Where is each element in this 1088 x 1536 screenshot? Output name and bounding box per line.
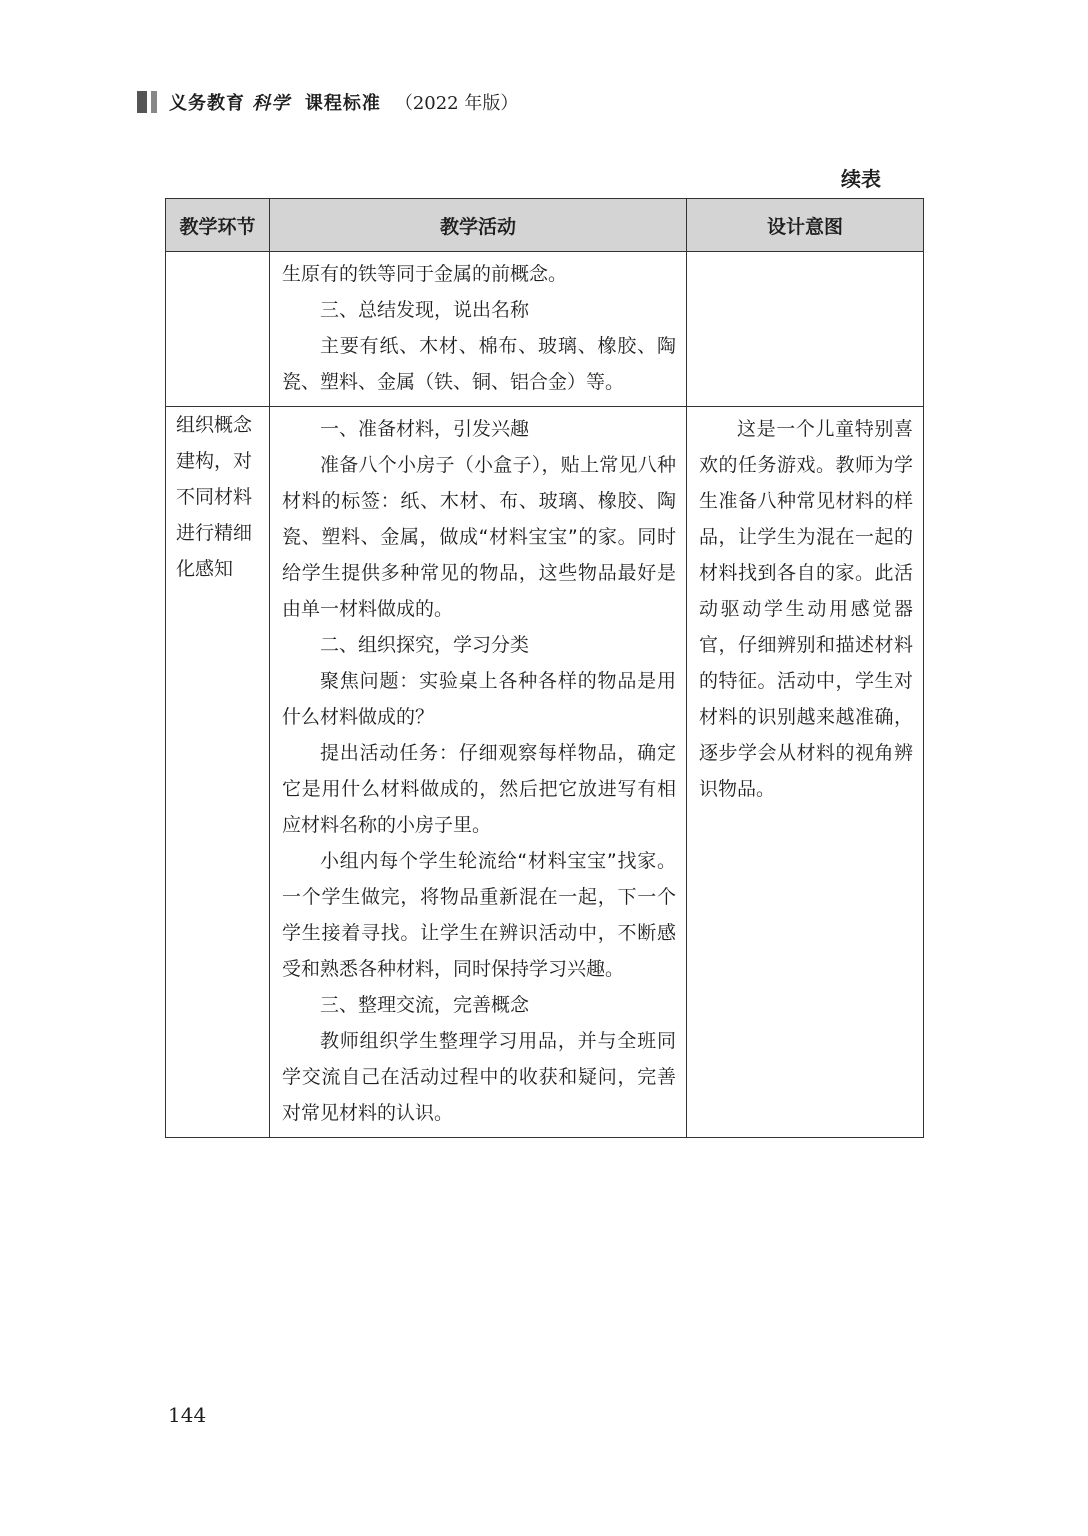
lesson-plan-table (165, 198, 924, 1138)
header-bars-icon (137, 91, 157, 113)
activity-paragraph: 聚焦问题：实验桌上各种各样的物品是用什么材料做成的？ (282, 670, 676, 728)
table-header-row (166, 199, 924, 252)
activity-paragraph: 提出活动任务：仔细观察每样物品，确定它是用什么材料做成的，然后把它放进写有相应材料名称的小房子里。 (282, 742, 676, 836)
activity-paragraph: 教师组织学生整理学习用品，并与全班同学交流自己在活动过程中的收获和疑问，完善对常见材料的认识。 (282, 1030, 676, 1124)
column-header-purpose: 设计意图 (687, 199, 924, 252)
header-edition: （2022 年版） (394, 93, 519, 114)
table-row (166, 407, 924, 1138)
table-row (166, 252, 924, 407)
stage-text: 组织概念建构，对不同材料进行精细化感知 (176, 414, 253, 580)
purpose-cell (687, 252, 924, 407)
activity-heading: 一、准备材料，引发兴趣 (320, 418, 530, 440)
stage-cell (166, 252, 270, 407)
activity-paragraph: 小组内每个学生轮流给“材料宝宝”找家。一个学生做完，将物品重新混在一起，下一个学生接着寻找。让学生在辨识活动中，不断感受和熟悉各种材料，同时保持学习兴趣。 (282, 850, 676, 980)
activity-paragraph: 主要有纸、木材、棉布、玻璃、橡胶、陶瓷、塑料、金属（铁、铜、铝合金）等。 (282, 335, 676, 393)
activity-paragraph: 准备八个小房子（小盒子），贴上常见八种材料的标签：纸、木材、布、玻璃、橡胶、陶瓷、塑料、金属，做成“材料宝宝”的家。同时给学生提供多种常见的物品，这些物品最好是由单一材料做成的。 (282, 454, 676, 620)
column-header-activity: 教学活动 (270, 199, 687, 252)
activity-heading: 三、整理交流，完善概念 (320, 994, 530, 1016)
activity-cell (270, 252, 687, 407)
activity-heading: 三、总结发现，说出名称 (320, 299, 530, 321)
purpose-text: 这是一个儿童特别喜欢的任务游戏。教师为学生准备八种常见材料的样品，让学生为混在一起的材料找到各自的家。此活动驱动学生动用感觉器官，仔细辨别和描述材料的特征。活动中，学生对材料的识别越来越准确，逐步学会从材料的视角辨识物品。 (699, 418, 913, 800)
activity-paragraph: 生原有的铁等同于金属的前概念。 (282, 263, 568, 285)
running-header (137, 88, 518, 116)
activity-cell (270, 407, 687, 1138)
page-number: 144 (168, 1403, 207, 1427)
column-header-stage: 教学环节 (166, 199, 270, 252)
stage-cell (166, 407, 270, 1138)
activity-heading: 二、组织探究，学习分类 (320, 634, 530, 656)
continued-table-label: 续表 (841, 167, 881, 191)
purpose-cell (687, 407, 924, 1138)
header-title: 义务教育 科学 课程标准 (169, 93, 381, 114)
